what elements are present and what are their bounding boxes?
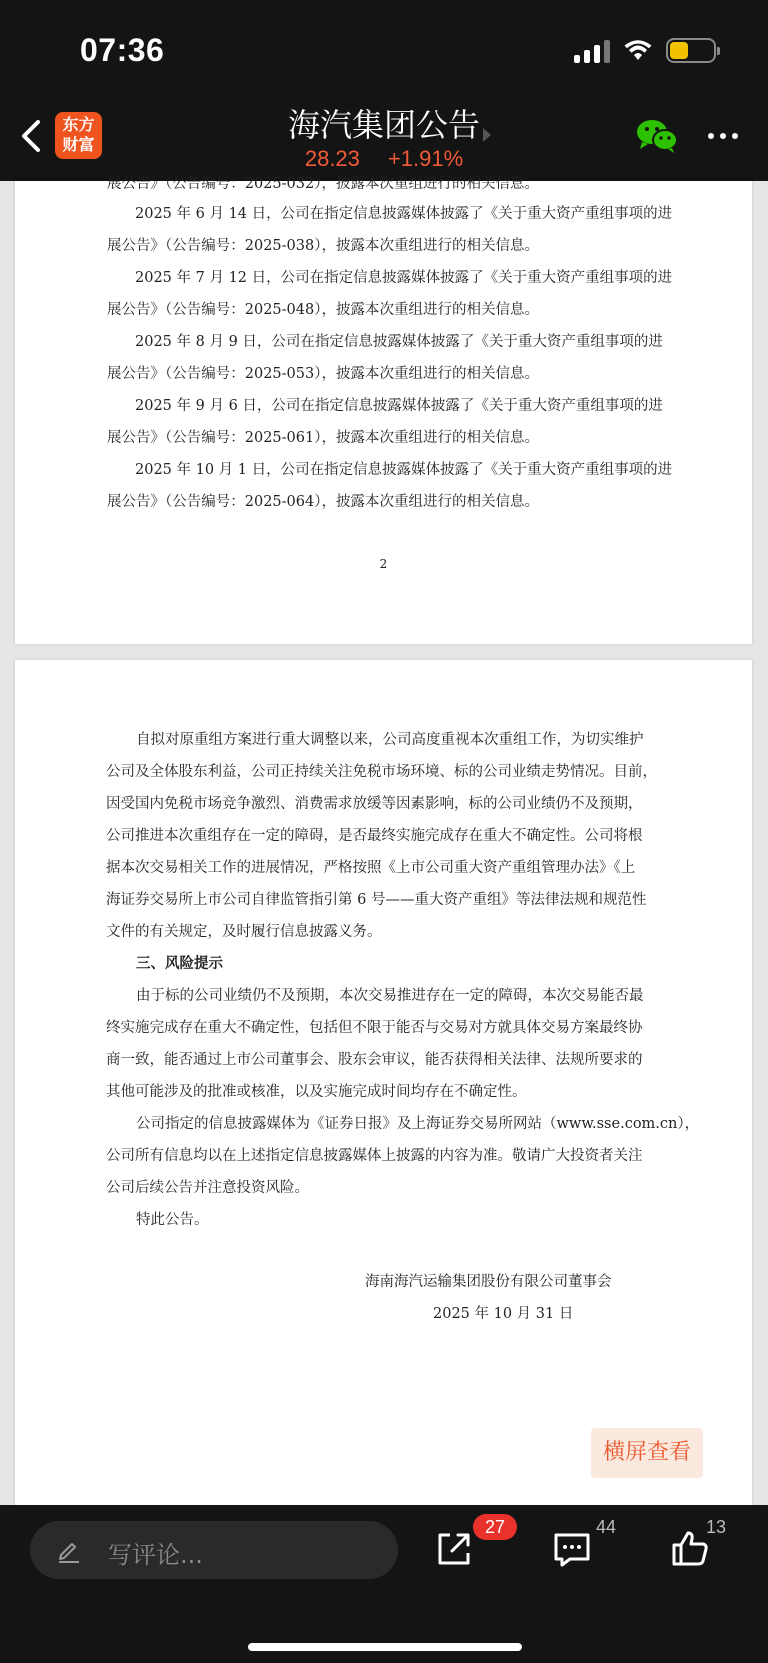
- stock-price: 28.23: [304, 146, 360, 171]
- home-indicator: [248, 1643, 522, 1651]
- doc-line: 展公告》（公告编号：2025-048），披露本次重组进行的相关信息。: [107, 302, 539, 318]
- comments-icon[interactable]: [552, 1529, 592, 1569]
- wechat-share-icon[interactable]: [636, 118, 678, 154]
- document-page-2: [15, 176, 752, 644]
- comments-count: 44: [596, 1517, 617, 1537]
- doc-line: 公司所有信息均以在上述指定信息披露媒体上披露的内容为准。敬请广大投资者关注: [106, 1148, 643, 1164]
- comment-input[interactable]: [30, 1521, 398, 1579]
- doc-line: 商一致，能否通过上市公司董事会、股东会审议，能否获得相关法律、法规所要求的: [106, 1052, 643, 1068]
- comment-placeholder: 写评论...: [108, 1541, 203, 1569]
- doc-line: 2025 年 6 月 14 日，公司在指定信息披露媒体披露了《关于重大资产重组事项的进: [135, 206, 673, 222]
- bottom-bar: [0, 1505, 768, 1663]
- doc-line: 2025 年 9 月 6 日，公司在指定信息披露媒体披露了《关于重大资产重组事项的进: [135, 398, 663, 414]
- doc-line: 据本次交易相关工作的进展情况，严格按照《上市公司重大资产重组管理办法》《上: [106, 860, 636, 876]
- signature-date: 2025 年 10 月 31 日: [433, 1306, 574, 1322]
- stock-change: +1.91%: [387, 146, 464, 171]
- landscape-view-button[interactable]: 横屏查看: [591, 1428, 703, 1478]
- doc-line: 2025 年 7 月 12 日，公司在指定信息披露媒体披露了《关于重大资产重组事项的进: [135, 270, 673, 286]
- logo-text-bottom: 财富: [62, 135, 95, 154]
- triangle-icon: [483, 128, 491, 142]
- doc-line: 2025 年 10 月 1 日，公司在指定信息披露媒体披露了《关于重大资产重组事项的进: [135, 462, 673, 478]
- share-icon[interactable]: [434, 1529, 474, 1569]
- doc-line: 展公告》（公告编号：2025-061），披露本次重组进行的相关信息。: [107, 430, 539, 446]
- battery-icon: [666, 38, 716, 63]
- status-icons: [574, 38, 716, 63]
- logo-text-top: 东方: [62, 115, 95, 134]
- doc-line: 自拟对原重组方案进行重大调整以来，公司高度重视本次重组工作，为切实维护: [136, 732, 644, 748]
- wifi-icon: [624, 40, 652, 62]
- page-number: 2: [379, 557, 388, 571]
- page-title: 海汽集团公告: [287, 106, 480, 144]
- doc-line: 2025 年 8 月 9 日，公司在指定信息披露媒体披露了《关于重大资产重组事项的进: [135, 334, 663, 350]
- doc-line: 由于标的公司业绩仍不及预期，本次交易推进存在一定的障碍，本次交易能否最: [136, 988, 644, 1004]
- signature: 海南海汽运输集团股份有限公司董事会: [365, 1274, 612, 1290]
- doc-line: 海证券交易所上市公司自律监管指引第 6 号——重大资产重组》等法律法规和规范性: [106, 892, 647, 908]
- doc-line: 展公告》（公告编号：2025-032），披露本次重组进行的相关信息。: [107, 176, 539, 192]
- doc-line: 展公告》（公告编号：2025-064），披露本次重组进行的相关信息。: [107, 494, 539, 510]
- share-count-badge: 27: [473, 1514, 517, 1540]
- pencil-icon: [56, 1537, 82, 1563]
- doc-line: 公司指定的信息披露媒体为《证券日报》及上海证券交易所网站（www.sse.com.cn），: [136, 1116, 700, 1132]
- doc-line: 其他可能涉及的批准或核准，以及实施完成时间均存在不确定性。: [106, 1084, 527, 1100]
- status-time: 07:36: [80, 32, 165, 68]
- doc-line: 公司后续公告并注意投资风险。: [106, 1180, 309, 1196]
- doc-line: 展公告》（公告编号：2025-053），披露本次重组进行的相关信息。: [107, 366, 539, 382]
- doc-line: 文件的有关规定，及时履行信息披露义务。: [106, 924, 382, 940]
- like-icon[interactable]: [670, 1529, 710, 1569]
- likes-count: 13: [706, 1517, 727, 1537]
- cellular-signal-icon: [574, 39, 610, 63]
- doc-line: 终实施完成存在重大不确定性，包括但不限于能否与交易对方就具体交易方案最终协: [106, 1020, 643, 1036]
- doc-line: 因受国内免税市场竞争激烈、消费需求放缓等因素影响，标的公司业绩仍不及预期，: [106, 796, 643, 812]
- more-options-icon[interactable]: [708, 126, 744, 146]
- doc-line: 展公告》（公告编号：2025-038），披露本次重组进行的相关信息。: [107, 238, 539, 254]
- doc-line: 公司推进本次重组存在一定的障碍，是否最终实施完成存在重大不确定性。公司将根: [106, 828, 643, 844]
- top-bar: [0, 0, 768, 181]
- section-heading: 三、风险提示: [136, 955, 223, 972]
- doc-line: 公司及全体股东利益，公司正持续关注免税市场环境、标的公司业绩走势情况。目前，: [106, 764, 657, 780]
- doc-line: 特此公告。: [136, 1212, 209, 1228]
